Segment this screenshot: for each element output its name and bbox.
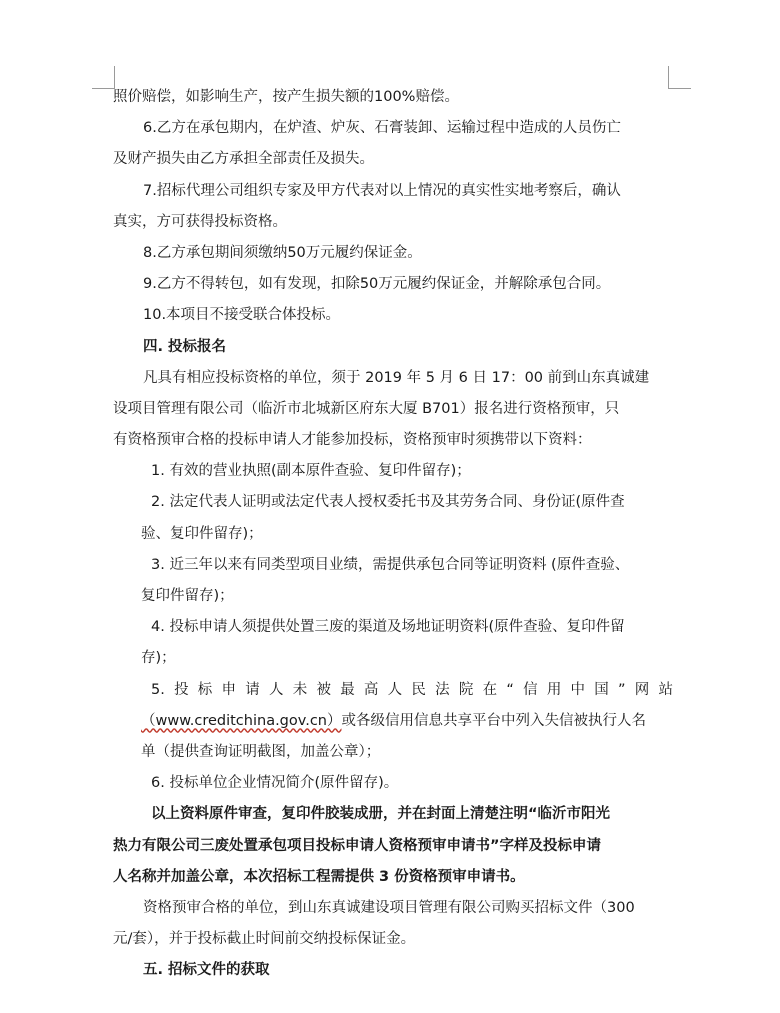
text-line: 10.本项目不接受联合体投标。 [143,307,341,324]
margin-corner-mark-left [92,66,115,89]
text-line: 7.招标代理公司组织专家及甲方代表对以上情况的真实性实地考察后，确认 [143,182,621,199]
bold-text-line: 热力有限公司三废处置承包项目投标申请人资格预审申请书”字样及投标申请 [113,837,602,854]
list-item: 4. 投标申请人须提供处置三废的渠道及场地证明资料(原件查验、复印件留 [151,619,625,636]
list-item-continuation: 验、复印件留存)； [141,525,263,542]
list-item: 3. 近三年以来有同类型项目业绩，需提供承包合同等证明资料 (原件查验、 [151,556,630,573]
text-line: 及财产损失由乙方承担全部责任及损失。 [113,151,374,168]
text-line: 资格预审合格的单位，到山东真诚建设项目管理有限公司购买招标文件（300 [143,899,635,916]
bold-text-line: 以上资料原件审查，复印件胶装成册，并在封面上清楚注明“临沂市阳光 [151,806,611,823]
list-item-continuation [113,706,673,737]
list-item-continuation: 复印件留存)； [141,588,234,604]
section-heading: 五. 招标文件的获取 [143,962,270,979]
bold-text-line: 人名称并加盖公章，本次招标工程需提供 3 份资格预审申请书。 [113,868,525,885]
text-span: 或各级信用信息共享平台中列入失信被执行人名 [341,712,646,729]
text-line: 元/套），并于投标截止时间前交纳投标保证金。 [113,931,416,948]
text-line: 凡具有相应投标资格的单位，须于 2019 年 5 月 6 日 17：00 前到山东真诚建 [143,369,650,386]
text-line: 有资格预审合格的投标申请人才能参加投标，资格预审时须携带以下资料： [113,432,592,449]
document-body [113,82,673,986]
list-item: 1. 有效的营业执照(副本原件查验、复印件留存)； [151,463,471,480]
text-line: 照价赔偿，如影响生产，按产生损失额的100%赔偿。 [113,89,459,105]
text-line: 9.乙方不得转包，如有发现，扣除50万元履约保证金，并解除承包合同。 [143,276,611,293]
list-item-continuation: 单（提供查询证明截图，加盖公章）； [141,743,381,760]
section-heading: 四. 投标报名 [143,338,227,355]
list-item: 6. 投标单位企业情况简介(原件留存)。 [151,775,399,792]
text-line: 设项目管理有限公司（临沂市北城新区府东大厦 B701）报名进行资格预审，只 [113,400,620,417]
text-line: 8.乙方承包期间须缴纳50万元履约保证金。 [143,244,422,261]
text-line: 真实，方可获得投标资格。 [113,213,287,230]
list-item: 5.投标申请人未被最高人民法院在“信用中国”网站 [151,681,673,698]
creditchina-link[interactable]: （www.creditchina.gov.cn） [141,712,342,729]
text-line: 6.乙方在承包期内，在炉渣、炉灰、石膏装卸、运输过程中造成的人员伤亡 [143,120,621,137]
list-item: 2. 法定代表人证明或法定代表人授权委托书及其劳务合同、身份证(原件查 [151,494,625,511]
list-item-continuation: 存)； [141,650,176,667]
